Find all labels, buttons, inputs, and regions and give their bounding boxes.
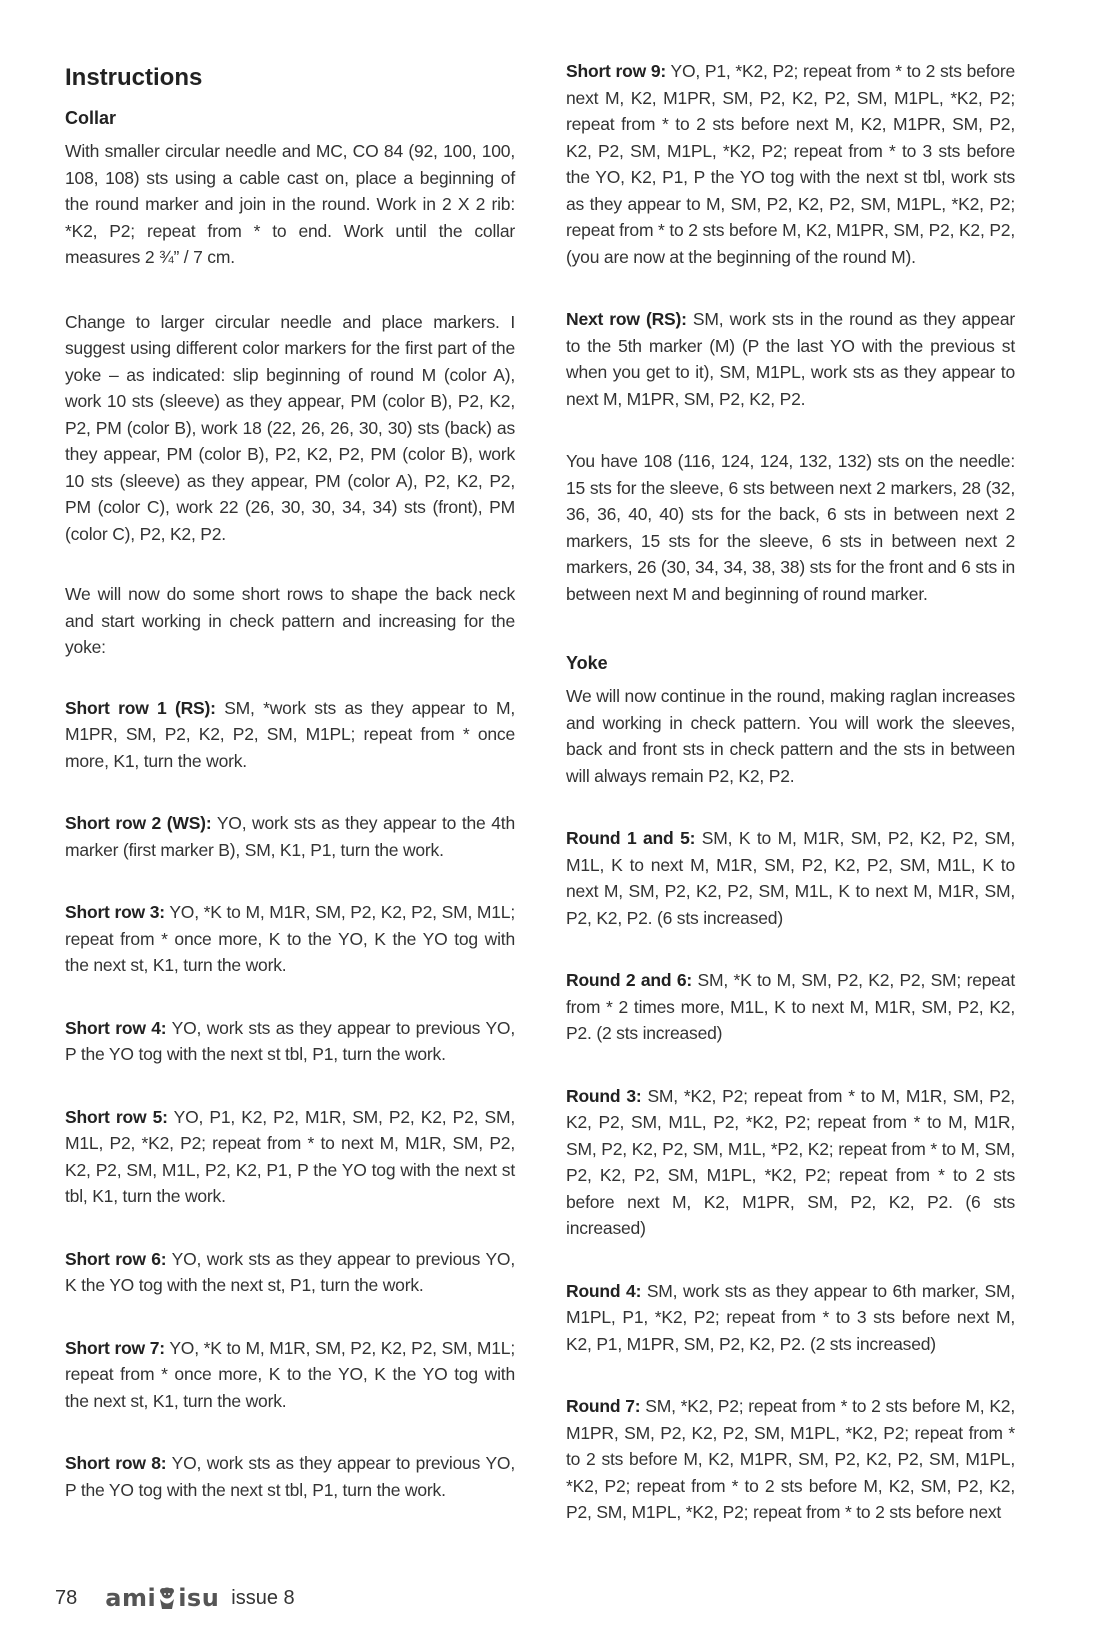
collar-paragraph-2: Change to larger circular needle and place markers. I suggest using different color markers for the first part of the yoke – as indicated: slip beginning of round M (color A), work 10 sts (sleeve) as they appear, PM (color B), P2, K2, P2, PM (color B), work 18 (22, 26, 26, 30, 30) sts (back) as they appear, PM (color B), P2, K2, P2, PM (color B), work 10 sts (sleeve) as they appear, PM (color A), P2, K2, P2, PM (color C), work 22 (26, 30, 30, 34, 34) sts (front), PM (color C), P2, K2, P2.	[65, 311, 515, 544]
next-row-text: SM, work sts in the round as they appear to the 5th marker (M) (P the last YO with the previous st when you get to it), SM, M1PL, work sts as they appear to next M, M1PR, SM, P2, K2, P2.	[566, 309, 1015, 409]
short-row-5	[65, 1104, 515, 1210]
round-1-5	[566, 825, 1015, 931]
short-row-text: SM, *work sts as they appear to M, M1PR, SM, P2, K2, P2, SM, M1PL; repeat from * once more, K1, turn the work.	[65, 697, 516, 771]
page-number: 78	[55, 1586, 78, 1609]
round-3	[566, 1083, 1015, 1242]
logo-text-end: isu	[178, 1584, 220, 1612]
amirisu-logo	[105, 1584, 219, 1612]
short-row-text: YO, work sts as they appear to previous YO, P the YO tog with the next st tbl, P1, turn the work.	[65, 1017, 515, 1064]
page-footer	[55, 1580, 295, 1616]
yoke-intro: We will now continue in the round, making raglan increases and working in check pattern. You will work the sleeves, back and front sts in check pattern and the sts in between will always remain P2, K2, P2.	[566, 686, 1015, 786]
short-row-label: Short row 3:	[65, 902, 165, 922]
round-7	[566, 1393, 1015, 1526]
short-row-text: YO, work sts as they appear to previous YO, P the YO tog with the next st tbl, P1, turn the work.	[65, 1453, 515, 1500]
short-row-text: YO, work sts as they appear to previous YO, K the YO tog with the next st, P1, turn the work.	[65, 1248, 515, 1295]
sheep-logo-icon	[157, 1586, 177, 1610]
next-row-label: Next row (RS):	[566, 309, 687, 329]
left-column	[65, 58, 515, 1539]
short-row-8	[65, 1450, 515, 1503]
short-row-label: Short row 6:	[65, 1248, 167, 1269]
short-row-9	[566, 58, 1015, 270]
round-label: Round 2 and 6:	[566, 970, 693, 990]
round-label: Round 7:	[566, 1396, 641, 1416]
round-text: SM, work sts as they appear to 6th marker, SM, M1PL, P1, *K2, P2; repeat from * to 3 sts before next M, K2, P1, M1PR, SM, P2, K2, P2. (2 sts increased)	[566, 1280, 1015, 1354]
short-row-label: Short row 9:	[566, 61, 667, 81]
short-row-text: YO, *K to M, M1R, SM, P2, K2, P2, SM, M1L; repeat from * once more, K to the YO, K the YO tog with the next st, K1, turn the work.	[65, 902, 515, 975]
round-4	[566, 1278, 1015, 1358]
round-text: SM, *K2, P2; repeat from * to M, M1R, SM, P2, K2, P2, SM, M1L, P2, *K2, P2; repeat from * to M, M1R, SM, P2, K2, P2, SM, M1L, *P2, K2; repeat from * to M, SM, P2, K2, P2, SM, M1PL, *K2, P2; repeat from * to 2 sts before next M, K2, M1PR, SM, P2, K2, P2. (6 sts increased)	[566, 1085, 1015, 1238]
short-row-label: Short row 5:	[65, 1106, 168, 1127]
short-row-label: Short row 7:	[65, 1337, 165, 1358]
round-label: Round 3:	[566, 1085, 642, 1106]
round-label: Round 4:	[566, 1280, 642, 1301]
short-row-6	[65, 1246, 515, 1299]
yoke-heading: Yoke	[566, 653, 608, 673]
logo-text-start: ami	[105, 1584, 157, 1612]
round-text: SM, K to M, M1R, SM, P2, K2, P2, SM, M1L, K to next M, M1R, SM, P2, K2, P2, SM, M1L, K to next M, SM, P2, K2, P2, SM, M1L, K to next M, M1R, SM, P2, K2, P2. (6 sts increased)	[566, 828, 1015, 928]
short-row-text: YO, work sts as they appear to the 4th marker (first marker B), SM, K1, P1, turn the work.	[65, 813, 515, 860]
issue-label: issue 8	[231, 1586, 295, 1609]
round-text: SM, *K to M, SM, P2, K2, P2, SM; repeat from * 2 times more, M1L, K to next M, M1R, SM, P2, K2, P2. (2 sts increased)	[566, 970, 1015, 1043]
stitch-summary: You have 108 (116, 124, 124, 132, 132) sts on the needle: 15 sts for the sleeve, 6 sts between next 2 markers, 28 (32, 36, 36, 40, 40) sts for the back, 6 sts in between next 2 markers, 15 sts for the sleeve, 6 sts in between next 2 markers, 26 (30, 34, 34, 38, 38) sts for the front and 6 sts in between next M and beginning of round marker.	[566, 451, 1015, 604]
short-row-label: Short row 8:	[65, 1453, 167, 1473]
short-row-1	[65, 695, 515, 775]
short-row-text: YO, *K to M, M1R, SM, P2, K2, P2, SM, M1L; repeat from * once more, K to the YO, K the YO tog with the next st, K1, turn the work.	[65, 1337, 515, 1411]
short-row-label: Short row 4:	[65, 1017, 167, 1038]
short-row-3	[65, 899, 515, 979]
next-row	[566, 306, 1015, 412]
short-row-7	[65, 1335, 515, 1415]
round-text: SM, *K2, P2; repeat from * to 2 sts before M, K2, M1PR, SM, P2, K2, P2, SM, M1PL, *K2, P2; repeat from * to 2 sts before M, K2, M1PR, SM, P2, K2, P2, SM, M1PL, *K2, P2; repeat from * to 2 sts before M, K2, SM, P2, K2, P2, SM, M1PL, *K2, P2; repeat from * to 2 sts before next	[566, 1396, 1015, 1522]
short-row-2	[65, 810, 515, 863]
short-row-text: YO, P1, *K2, P2; repeat from * to 2 sts before next M, K2, M1PR, SM, P2, K2, P2, SM, M1PL, *K2, P2; repeat from * to 2 sts before next M, K2, M1PR, SM, P2, K2, P2, SM, M1PL, *K2, P2; repeat from * to 3 sts before the YO, K2, P1, P the YO tog with the next st tbl, work sts as they appear to M, SM, P2, K2, P2, SM, M1PL, *K2, P2; repeat from * to 2 sts before M, K2, M1PR, SM, P2, K2, P2, (you are now at the beginning of the round M).	[566, 61, 1016, 267]
collar-paragraph-3: We will now do some short rows to shape the back neck and start working in check pattern and increasing for the yoke:	[65, 584, 515, 657]
right-column	[566, 58, 1015, 1526]
page-title: Instructions	[65, 64, 203, 91]
short-row-label: Short row 1 (RS):	[65, 697, 216, 718]
short-row-text: YO, P1, K2, P2, M1R, SM, P2, K2, P2, SM, M1L, P2, *K2, P2; repeat from * to next M, M1R, SM, P2, K2, P2, SM, M1L, P2, K2, P1, P the YO tog with the next st tbl, K1, turn the work.	[65, 1106, 516, 1206]
collar-paragraph-1: With smaller circular needle and MC, CO 84 (92, 100, 100, 108, 108) sts using a cable cast on, place a beginning of the round marker and join in the round. Work in 2 X 2 rib: *K2, P2; repeat from * to end. Work until the collar measures 2 ¾” / 7 cm.	[65, 141, 515, 267]
collar-heading: Collar	[65, 108, 117, 128]
round-2-6	[566, 967, 1015, 1047]
short-row-4	[65, 1015, 515, 1068]
short-row-label: Short row 2 (WS):	[65, 813, 212, 833]
round-label: Round 1 and 5:	[566, 828, 696, 848]
